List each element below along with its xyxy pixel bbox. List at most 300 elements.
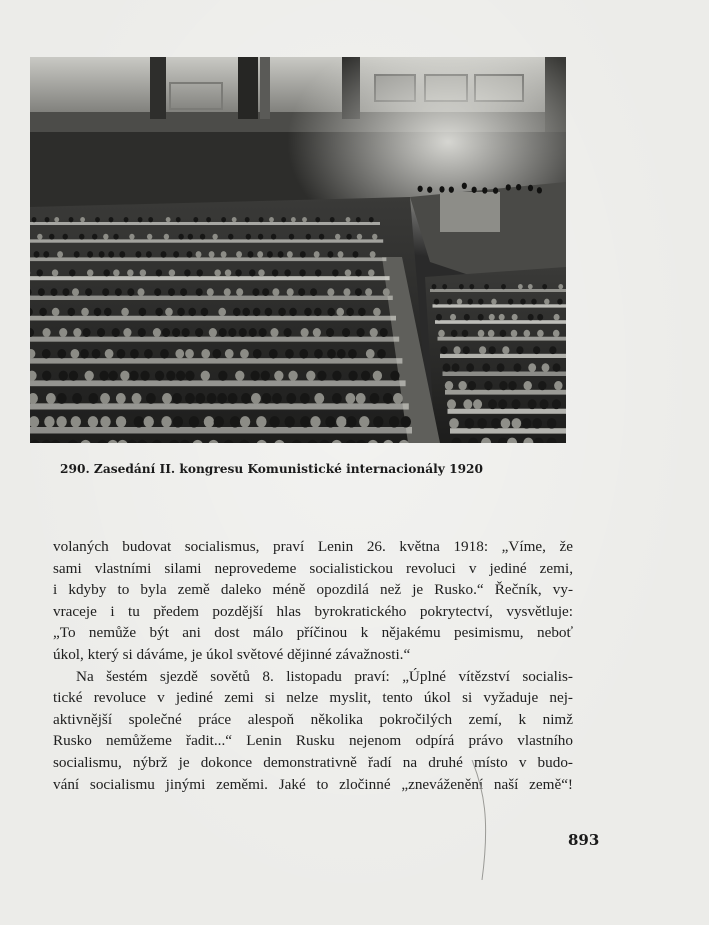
- delegate: [284, 269, 290, 276]
- delegate: [304, 308, 312, 316]
- delegate: [59, 371, 68, 381]
- delegate: [512, 314, 518, 321]
- delegate: [520, 299, 525, 305]
- delegate: [87, 251, 93, 258]
- presidium-member: [449, 186, 454, 192]
- delegate: [542, 284, 547, 289]
- delegate: [478, 330, 485, 337]
- delegate: [80, 217, 85, 222]
- delegate: [235, 269, 241, 276]
- delegate: [225, 349, 234, 359]
- delegate: [383, 393, 393, 404]
- delegate: [120, 371, 129, 381]
- delegate: [73, 328, 81, 337]
- text-line: Na šestém sjezdě sovětů 8. listopadu praví: „Úplné vítězství socialis-: [76, 667, 573, 685]
- delegate: [373, 371, 382, 381]
- delegate: [343, 288, 350, 296]
- delegate: [176, 217, 181, 222]
- delegate: [287, 288, 294, 296]
- delegate: [62, 288, 69, 296]
- desk-row: [30, 380, 406, 386]
- desk-row: [445, 390, 566, 395]
- delegate: [196, 288, 203, 296]
- delegate: [330, 217, 335, 222]
- delegate: [140, 371, 149, 381]
- delegate: [161, 416, 171, 427]
- delegate: [358, 308, 366, 316]
- delegate: [272, 288, 279, 296]
- delegate: [99, 251, 105, 258]
- page-number: 893: [568, 831, 600, 849]
- delegate: [522, 418, 532, 429]
- presidium-member: [439, 186, 444, 192]
- delegate: [327, 288, 334, 296]
- text-line: úkol, který si dáváme, je úkol světové dějinné závažnosti.“: [53, 645, 411, 663]
- delegate: [288, 371, 297, 381]
- delegate: [366, 349, 375, 359]
- delegate: [508, 299, 513, 305]
- delegate: [491, 299, 496, 305]
- delegate: [554, 314, 560, 321]
- delegate: [450, 314, 456, 321]
- delegate: [129, 371, 138, 381]
- delegate: [189, 416, 199, 427]
- delegate: [132, 393, 142, 404]
- delegate: [175, 349, 184, 359]
- delegate: [127, 288, 134, 296]
- delegate: [314, 308, 322, 316]
- delegate: [500, 330, 507, 337]
- delegate: [100, 416, 110, 427]
- delegate: [314, 349, 323, 359]
- delegate: [204, 416, 214, 427]
- delegate: [401, 416, 411, 427]
- delegate: [332, 371, 341, 381]
- delegate: [558, 284, 563, 289]
- delegate: [353, 251, 359, 258]
- delegate: [537, 330, 544, 337]
- delegate: [248, 251, 254, 258]
- delegate: [80, 349, 89, 359]
- delegate: [482, 363, 490, 372]
- text-line: „To nemůže být ani dost málo příčinou k nějakému pesimismu, neboť: [53, 624, 573, 642]
- delegate: [207, 393, 217, 404]
- delegate: [37, 234, 42, 240]
- delegate: [498, 399, 507, 409]
- delegate: [373, 416, 383, 427]
- delegate: [451, 330, 458, 337]
- delegate: [464, 314, 470, 321]
- delegate: [361, 371, 370, 381]
- delegate: [242, 308, 250, 316]
- presidium-member: [528, 185, 533, 191]
- delegate: [224, 288, 231, 296]
- delegate: [63, 234, 68, 240]
- delegate: [512, 418, 522, 429]
- delegate: [315, 269, 321, 276]
- delegate: [542, 363, 550, 372]
- delegate: [72, 288, 79, 296]
- delegate: [32, 217, 37, 222]
- delegate: [246, 234, 251, 240]
- delegate: [85, 371, 94, 381]
- delegate: [209, 251, 215, 258]
- delegate: [100, 393, 110, 404]
- delegate: [337, 349, 346, 359]
- delegate: [68, 308, 76, 316]
- congress-photograph-image: [30, 57, 566, 443]
- delegate: [56, 416, 66, 427]
- delegate: [57, 393, 67, 404]
- delegate: [212, 349, 221, 359]
- delegate: [298, 288, 305, 296]
- delegate: [499, 314, 505, 321]
- delegate: [113, 234, 118, 240]
- desk-row: [30, 358, 402, 363]
- delegate: [166, 371, 175, 381]
- delegate: [488, 399, 497, 409]
- delegate: [346, 416, 356, 427]
- delegate: [218, 308, 226, 316]
- delegate: [185, 371, 194, 381]
- delegate: [359, 416, 369, 427]
- delegate: [289, 234, 294, 240]
- delegate: [144, 416, 154, 427]
- delegate: [235, 371, 244, 381]
- delegate: [81, 308, 89, 316]
- delegate: [319, 234, 324, 240]
- delegate: [196, 251, 202, 258]
- delegate: [195, 393, 205, 404]
- presidium-member: [516, 184, 521, 190]
- delegate: [209, 328, 217, 337]
- delegate: [524, 381, 532, 390]
- presidium-member: [418, 186, 423, 192]
- delegate: [230, 416, 240, 427]
- delegate: [452, 363, 460, 372]
- delegate: [373, 308, 381, 316]
- text-line: vraceje i tu předem pozdější hlas byrokratického pokrytectví, vysvětluje:: [53, 602, 573, 620]
- delegate: [121, 308, 129, 316]
- delegate: [57, 349, 66, 359]
- delegate: [87, 269, 93, 276]
- delegate: [165, 308, 173, 316]
- delegate: [270, 328, 278, 337]
- delegate: [274, 371, 283, 381]
- delegate: [370, 393, 380, 404]
- delegate: [250, 371, 259, 381]
- delegate: [447, 299, 452, 305]
- delegate: [531, 299, 536, 305]
- delegate: [473, 399, 482, 409]
- delegate: [346, 234, 351, 240]
- delegate: [538, 381, 546, 390]
- presidium-member: [427, 186, 432, 192]
- delegate: [300, 251, 306, 258]
- delegate: [138, 328, 146, 337]
- congress-photograph: [30, 57, 566, 443]
- desk-row: [435, 320, 566, 324]
- delegate: [335, 234, 340, 240]
- delegate: [315, 217, 320, 222]
- delegate: [469, 284, 474, 289]
- delegate: [146, 393, 156, 404]
- delegate: [94, 308, 102, 316]
- presidium-member: [493, 187, 498, 193]
- delegate: [139, 308, 147, 316]
- delegate: [369, 217, 374, 222]
- delegate: [478, 299, 483, 305]
- delegate: [261, 371, 270, 381]
- delegate: [345, 269, 351, 276]
- delegate: [342, 328, 350, 337]
- delegate: [489, 346, 496, 354]
- desk-row: [450, 428, 566, 433]
- delegate: [533, 346, 540, 354]
- presidium-member: [472, 187, 477, 193]
- desk-row: [30, 316, 396, 321]
- delegate: [214, 269, 220, 276]
- delegate: [463, 346, 470, 354]
- delegate: [438, 330, 445, 337]
- delegate: [511, 330, 518, 337]
- delegate: [116, 416, 126, 427]
- delegate: [92, 234, 97, 240]
- delegate: [43, 251, 49, 258]
- delegate: [368, 269, 374, 276]
- delegate: [327, 308, 335, 316]
- delegate: [42, 371, 51, 381]
- delegate: [484, 381, 492, 390]
- delegate: [180, 288, 187, 296]
- delegate: [393, 393, 403, 404]
- delegate: [115, 288, 122, 296]
- delegate: [462, 330, 469, 337]
- delegate: [236, 288, 243, 296]
- desk-row: [30, 427, 412, 434]
- text-line: i kdyby to byla země daleko méně opozdilá než je Rusko.“ Řečník, vy-: [53, 581, 573, 599]
- delegate: [39, 308, 47, 316]
- delegate: [267, 251, 273, 258]
- delegate: [463, 399, 472, 409]
- delegate: [239, 328, 247, 337]
- delegate: [443, 363, 451, 372]
- delegate: [92, 349, 101, 359]
- delegate: [169, 269, 175, 276]
- delegate: [301, 328, 309, 337]
- delegate: [97, 328, 105, 337]
- delegate: [34, 251, 40, 258]
- delegate: [103, 234, 108, 240]
- delegate: [356, 217, 361, 222]
- delegate: [269, 416, 279, 427]
- delegate: [69, 269, 75, 276]
- delegate: [528, 363, 536, 372]
- delegate: [502, 346, 509, 354]
- delegate: [372, 234, 377, 240]
- desk-row: [440, 354, 566, 358]
- desk-row: [30, 276, 390, 280]
- delegate: [112, 328, 120, 337]
- delegate: [327, 349, 336, 359]
- delegate: [71, 349, 80, 359]
- delegate: [185, 349, 194, 359]
- presidium-member: [537, 187, 542, 193]
- delegate: [228, 393, 238, 404]
- delegate: [278, 308, 286, 316]
- delegate: [511, 399, 520, 409]
- delegate: [306, 234, 311, 240]
- delegate: [317, 371, 326, 381]
- delegate: [59, 328, 67, 337]
- delegate: [72, 393, 82, 404]
- delegate: [269, 217, 274, 222]
- delegate: [166, 217, 171, 222]
- delegate: [161, 251, 167, 258]
- delegate: [232, 217, 237, 222]
- delegate: [45, 217, 50, 222]
- delegate: [327, 251, 333, 258]
- delegate: [477, 418, 487, 429]
- delegate: [164, 234, 169, 240]
- text-line: socialismu, nýbrž je dokonce demonstrativně řadí na druhé místo v budo-: [53, 753, 573, 771]
- delegate: [365, 288, 372, 296]
- delegate: [44, 416, 54, 427]
- delegate: [172, 328, 180, 337]
- delegate: [140, 269, 146, 276]
- delegate: [383, 288, 390, 296]
- delegate: [306, 371, 315, 381]
- delegate: [82, 328, 90, 337]
- delegate: [516, 346, 523, 354]
- desk-row: [443, 372, 567, 377]
- delegate: [336, 308, 344, 316]
- delegate: [326, 328, 334, 337]
- delegate: [508, 381, 516, 390]
- text-line: Rusko nemůžeme řadit...“ Lenin Rusku nejenom odpírá právo vlastního: [53, 732, 573, 750]
- delegate: [178, 234, 183, 240]
- delegate: [488, 330, 495, 337]
- delegate: [74, 251, 80, 258]
- delegate: [299, 349, 308, 359]
- delegate: [272, 393, 282, 404]
- delegate: [370, 251, 376, 258]
- delegate: [524, 330, 531, 337]
- desk-row: [433, 304, 567, 307]
- delegate: [37, 269, 43, 276]
- delegate: [177, 308, 185, 316]
- delegate: [514, 363, 522, 372]
- delegate: [501, 418, 511, 429]
- delegate: [357, 234, 362, 240]
- delegate: [434, 299, 439, 305]
- desk-row: [30, 403, 409, 409]
- body-text: [53, 536, 573, 795]
- delegate: [299, 269, 305, 276]
- delegate: [162, 393, 172, 404]
- delegate: [173, 416, 183, 427]
- delegate: [88, 416, 98, 427]
- delegate: [88, 393, 98, 404]
- delegate: [259, 217, 264, 222]
- delegate: [137, 288, 144, 296]
- delegate: [50, 288, 57, 296]
- delegate: [544, 299, 549, 305]
- delegate: [233, 308, 241, 316]
- delegate: [336, 416, 346, 427]
- delegate: [552, 399, 561, 409]
- delegate: [289, 308, 297, 316]
- delegate: [265, 308, 273, 316]
- delegate: [69, 371, 78, 381]
- delegate: [345, 393, 355, 404]
- delegate: [188, 234, 193, 240]
- delegate: [348, 371, 357, 381]
- delegate: [201, 349, 210, 359]
- delegate: [108, 251, 114, 258]
- delegate: [253, 308, 261, 316]
- delegate: [537, 314, 543, 321]
- desk-row: [30, 222, 380, 225]
- delegate: [286, 393, 296, 404]
- delegate: [160, 349, 169, 359]
- delegate: [389, 416, 399, 427]
- delegate: [240, 349, 249, 359]
- delegate: [173, 251, 179, 258]
- delegate: [214, 416, 224, 427]
- delegate: [259, 328, 267, 337]
- delegate: [153, 328, 161, 337]
- delegate: [212, 234, 217, 240]
- delegate: [465, 418, 475, 429]
- delegate: [221, 251, 227, 258]
- delegate: [52, 269, 58, 276]
- delegate: [135, 251, 141, 258]
- delegate: [99, 371, 108, 381]
- delegate: [71, 416, 81, 427]
- delegate: [258, 234, 263, 240]
- delegate: [457, 299, 462, 305]
- delegate: [479, 346, 486, 354]
- delegate: [262, 288, 269, 296]
- delegate: [332, 269, 338, 276]
- delegate: [119, 251, 125, 258]
- delegate: [325, 416, 335, 427]
- delegate: [69, 217, 74, 222]
- delegate: [207, 288, 214, 296]
- delegate: [547, 418, 557, 429]
- delegate: [348, 349, 357, 359]
- delegate: [105, 349, 114, 359]
- delegate: [258, 269, 264, 276]
- delegate: [285, 349, 294, 359]
- delegate: [200, 234, 205, 240]
- delegate: [182, 328, 190, 337]
- delegate: [497, 363, 505, 372]
- delegate: [355, 288, 362, 296]
- delegate: [228, 234, 233, 240]
- delegate: [253, 349, 262, 359]
- delegate: [117, 349, 126, 359]
- delegate: [554, 381, 562, 390]
- delegate: [188, 308, 196, 316]
- delegate: [127, 269, 133, 276]
- delegate: [218, 371, 227, 381]
- delegate: [109, 371, 118, 381]
- delegate: [138, 217, 143, 222]
- delegate: [147, 234, 152, 240]
- delegate: [332, 393, 342, 404]
